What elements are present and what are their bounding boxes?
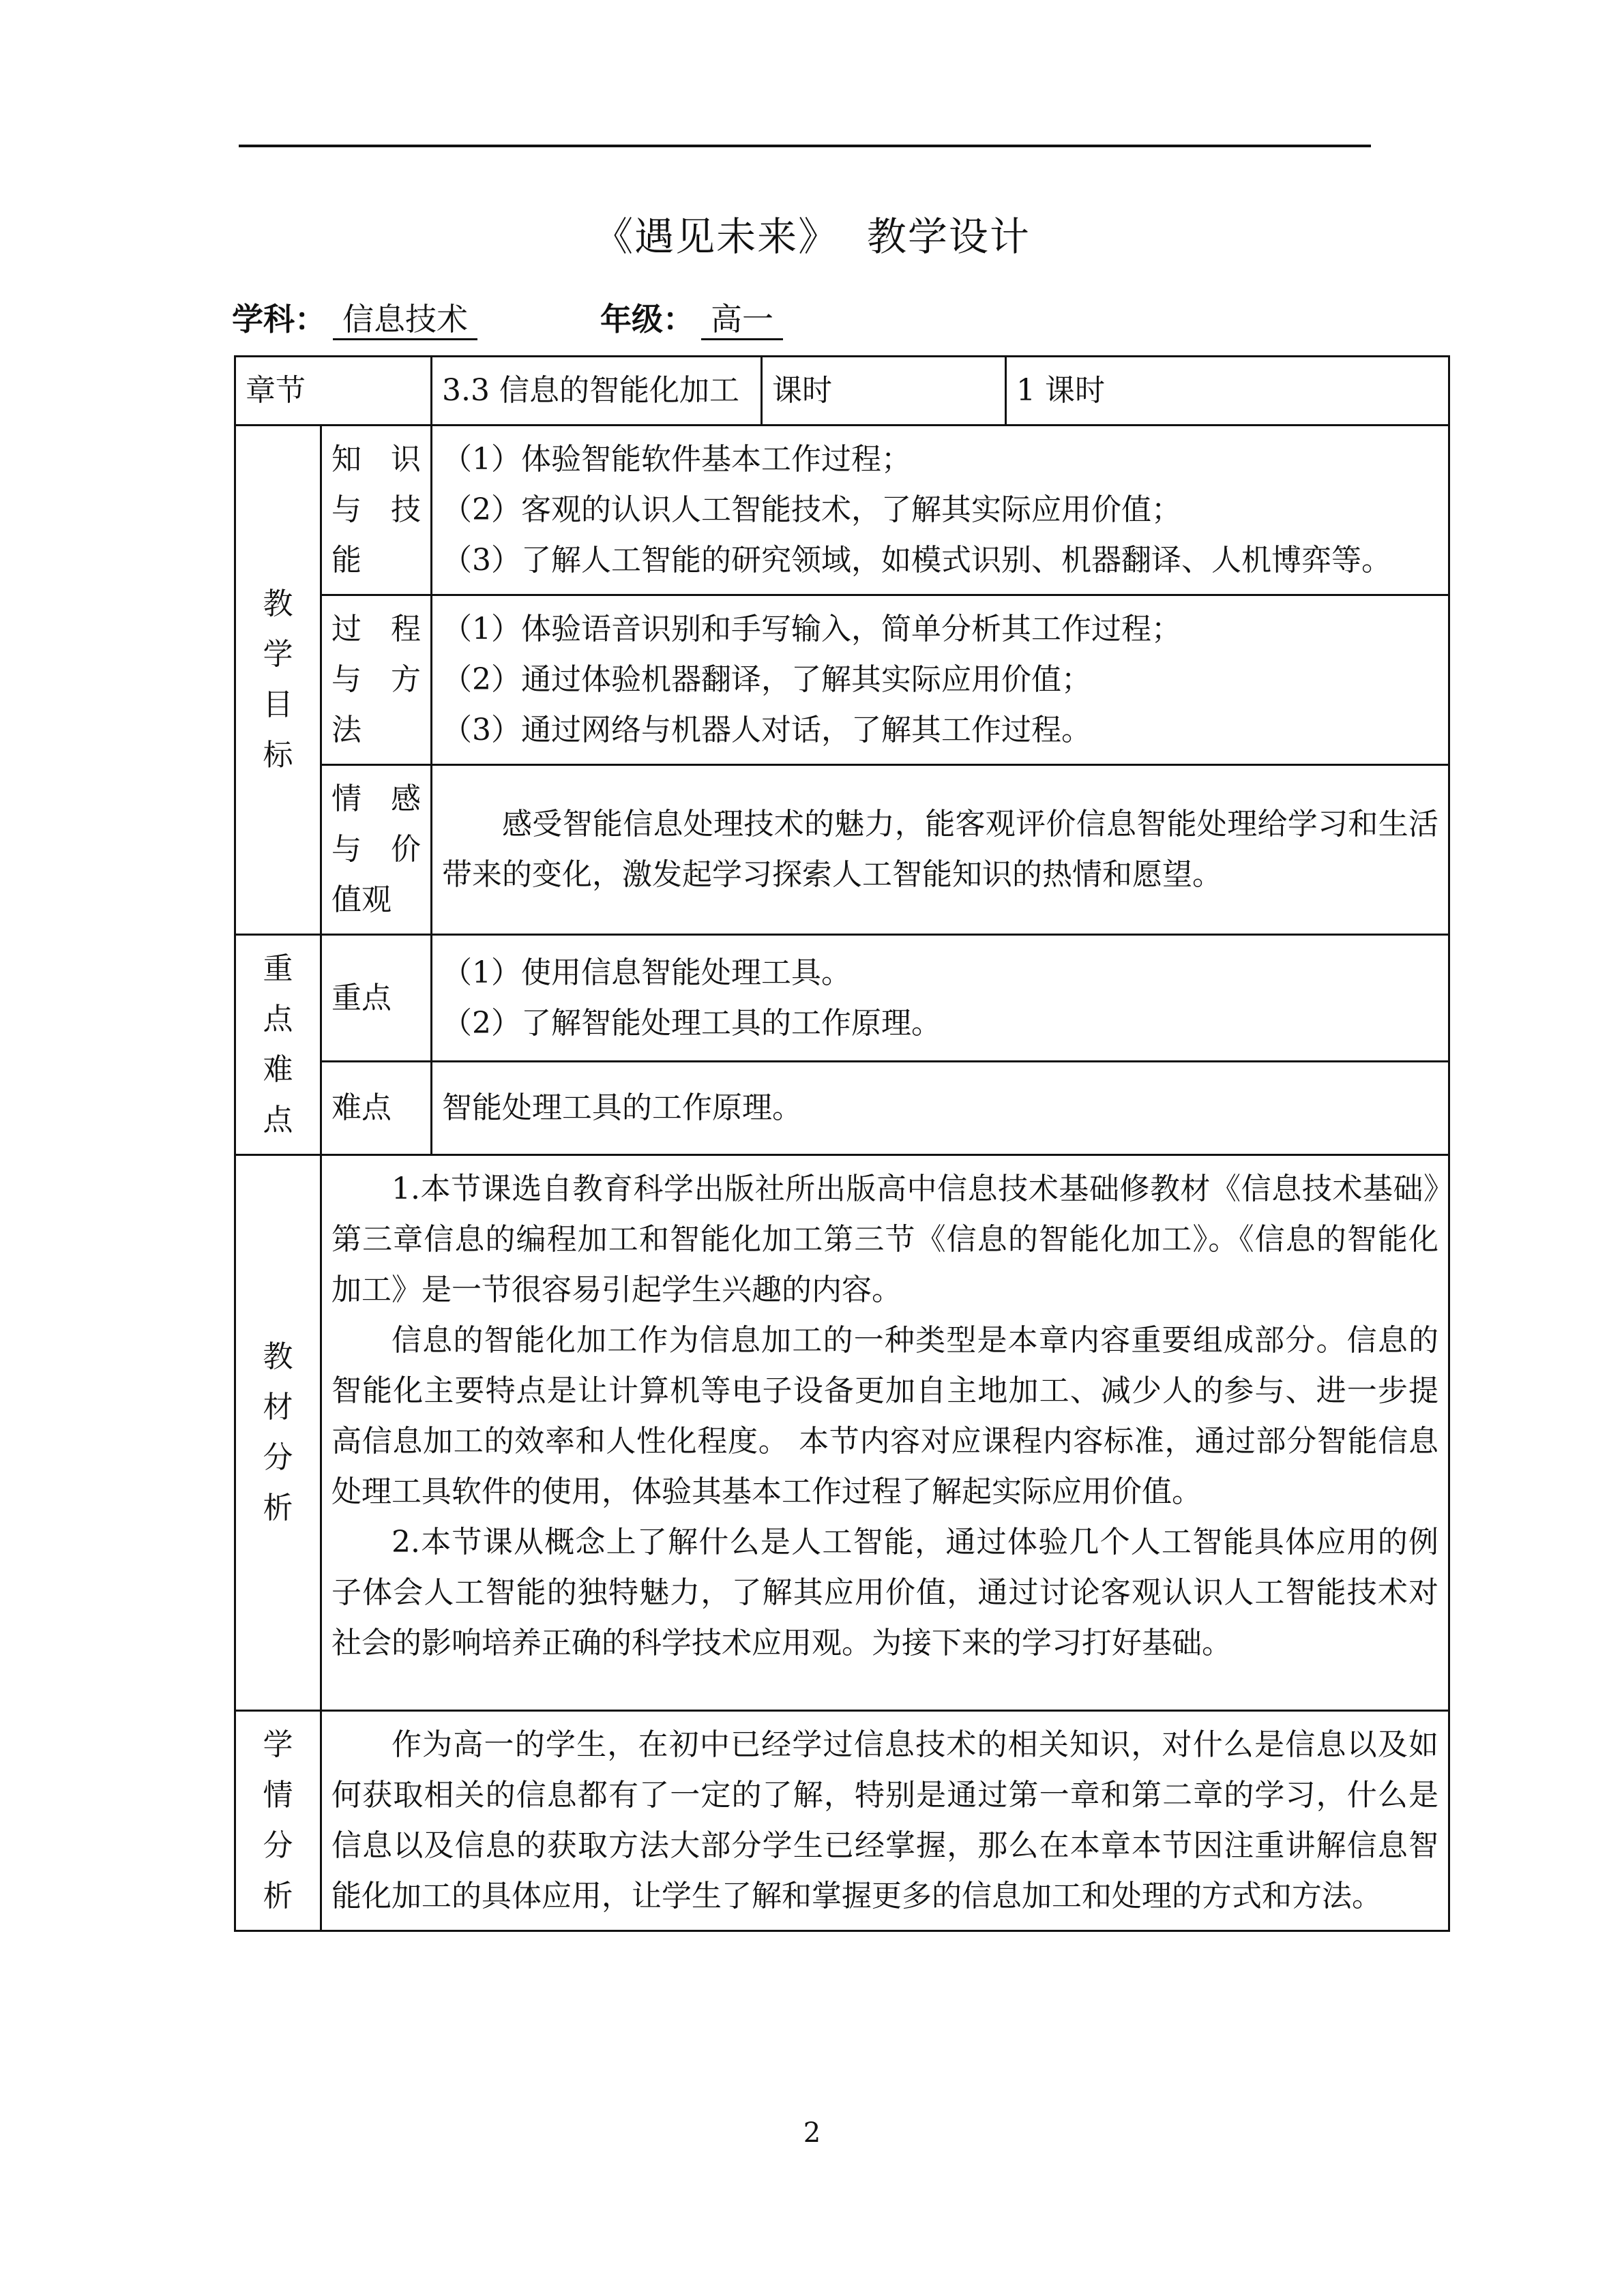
- process-label: 过程与方法: [321, 595, 432, 765]
- key-points-section-label: [235, 935, 321, 1155]
- header-rule: [239, 145, 1371, 147]
- chapter-row: [235, 357, 1449, 426]
- key-difficulty-row: [235, 1062, 1449, 1155]
- document-title: 《遇见未来》 教学设计: [593, 213, 1031, 260]
- process-line: （2）通过体验机器翻译，了解其实际应用价值；: [442, 662, 1091, 697]
- process-content: [432, 595, 1449, 765]
- chapter-value: 3.3 信息的智能化加工: [432, 357, 762, 426]
- student-analysis-content: [321, 1711, 1449, 1931]
- hours-label: 课时: [762, 357, 1006, 426]
- knowledge-line: （1）体验智能软件基本工作过程；: [442, 442, 911, 477]
- label-char: 标: [263, 738, 293, 773]
- grade-label: 年级：: [600, 301, 694, 338]
- material-analysis-label: [235, 1155, 321, 1711]
- emotion-content: [432, 765, 1449, 935]
- label-char: 教: [263, 1339, 293, 1374]
- subject-line: [232, 295, 477, 340]
- student-analysis-row: [235, 1711, 1449, 1931]
- label-char: 析: [263, 1491, 293, 1525]
- difficulty-content: [432, 1062, 1449, 1155]
- knowledge-label: 知识与技能: [321, 426, 432, 595]
- objectives-section-label: [235, 426, 321, 935]
- subject-value: 信息技术: [333, 302, 477, 340]
- knowledge-line: （2）客观的认识人工智能技术，了解其实际应用价值；: [442, 492, 1181, 527]
- process-line: （1）体验语音识别和手写输入，简单分析其工作过程；: [442, 612, 1181, 646]
- difficulty-label: 难点: [321, 1062, 432, 1155]
- material-paragraph: 2.本节课从概念上了解什么是人工智能，通过体验几个人工智能具体应用的例子体会人工智能的独特魅力，了解其应用价值，通过讨论客观认识人工智能技术对社会的影响培养正确的科学技术应用观。为接下来的学习打好基础。: [331, 1525, 1438, 1660]
- label-char: 情: [263, 1778, 293, 1813]
- label-char: 目: [263, 687, 293, 722]
- lesson-design-table: [234, 355, 1450, 1932]
- label-char: 分: [263, 1828, 293, 1863]
- label-char: 点: [263, 1002, 293, 1037]
- emotion-text: 感受智能信息处理技术的魅力，能客观评价信息智能处理给学习和生活带来的变化，激发起学习探索人工智能知识的热情和愿望。: [442, 807, 1438, 892]
- focus-content: [432, 935, 1449, 1062]
- material-paragraph: 1.本节课选自教育科学出版社所出版高中信息技术基础修教材《信息技术基础》第三章信息的编程加工和智能化加工第三节《信息的智能化加工》。《信息的智能化加工》是一节很容易引起学生兴趣的内容。: [331, 1172, 1438, 1307]
- label-char: 学: [263, 637, 293, 672]
- knowledge-content: [432, 426, 1449, 595]
- chapter-label: 章节: [235, 357, 432, 426]
- focus-label: 重点: [321, 935, 432, 1062]
- page-number: 2: [803, 2117, 821, 2149]
- objective-process-row: [235, 595, 1449, 765]
- label-char: 材: [263, 1390, 293, 1425]
- objective-emotion-row: [235, 765, 1449, 935]
- grade-line: [600, 295, 783, 340]
- focus-line: （2）了解智能处理工具的工作原理。: [442, 1005, 941, 1041]
- label-char: 学: [263, 1727, 293, 1762]
- knowledge-line: （3）了解人工智能的研究领域，如模式识别、机器翻译、人机博弈等。: [442, 543, 1391, 578]
- process-line: （3）通过网络与机器人对话，了解其工作过程。: [442, 713, 1091, 747]
- label-char: 分: [263, 1440, 293, 1475]
- material-analysis-row: [235, 1155, 1449, 1711]
- student-analysis-label: [235, 1711, 321, 1931]
- label-char: 难: [263, 1052, 293, 1087]
- label-char: 析: [263, 1879, 293, 1913]
- focus-line: （1）使用信息智能处理工具。: [442, 955, 851, 990]
- objective-knowledge-row: [235, 426, 1449, 595]
- key-focus-row: [235, 935, 1449, 1062]
- student-analysis-text: 作为高一的学生，在初中已经学过信息技术的相关知识，对什么是信息以及如何获取相关的信息都有了一定的了解，特别是通过第一章和第二章的学习，什么是信息以及信息的获取方法大部分学生已经掌握，那么在本章本节因注重讲解信息智能化加工的具体应用，让学生了解和掌握更多的信息加工和处理的方式和方法。: [331, 1727, 1438, 1913]
- difficulty-text: 智能处理工具的工作原理。: [442, 1090, 802, 1125]
- material-paragraph: 信息的智能化加工作为信息加工的一种类型是本章内容重要组成部分。信息的智能化主要特点是让计算机等电子设备更加自主地加工、减少人的参与、进一步提高信息加工的效率和人性化程度。 本节内容对应课程内容标准，通过部分智能信息处理工具软件的使用，体验其基本工作过程了解起实际应用价值。: [331, 1323, 1438, 1509]
- label-char: 点: [263, 1103, 293, 1137]
- subject-label: 学科：: [232, 301, 326, 338]
- label-char: 重: [263, 951, 293, 986]
- label-char: 教: [263, 586, 293, 621]
- material-analysis-content: [321, 1155, 1449, 1711]
- grade-value: 高一: [701, 302, 783, 340]
- hours-value: 1 课时: [1006, 357, 1449, 426]
- emotion-label: 情感与价值观: [321, 765, 432, 935]
